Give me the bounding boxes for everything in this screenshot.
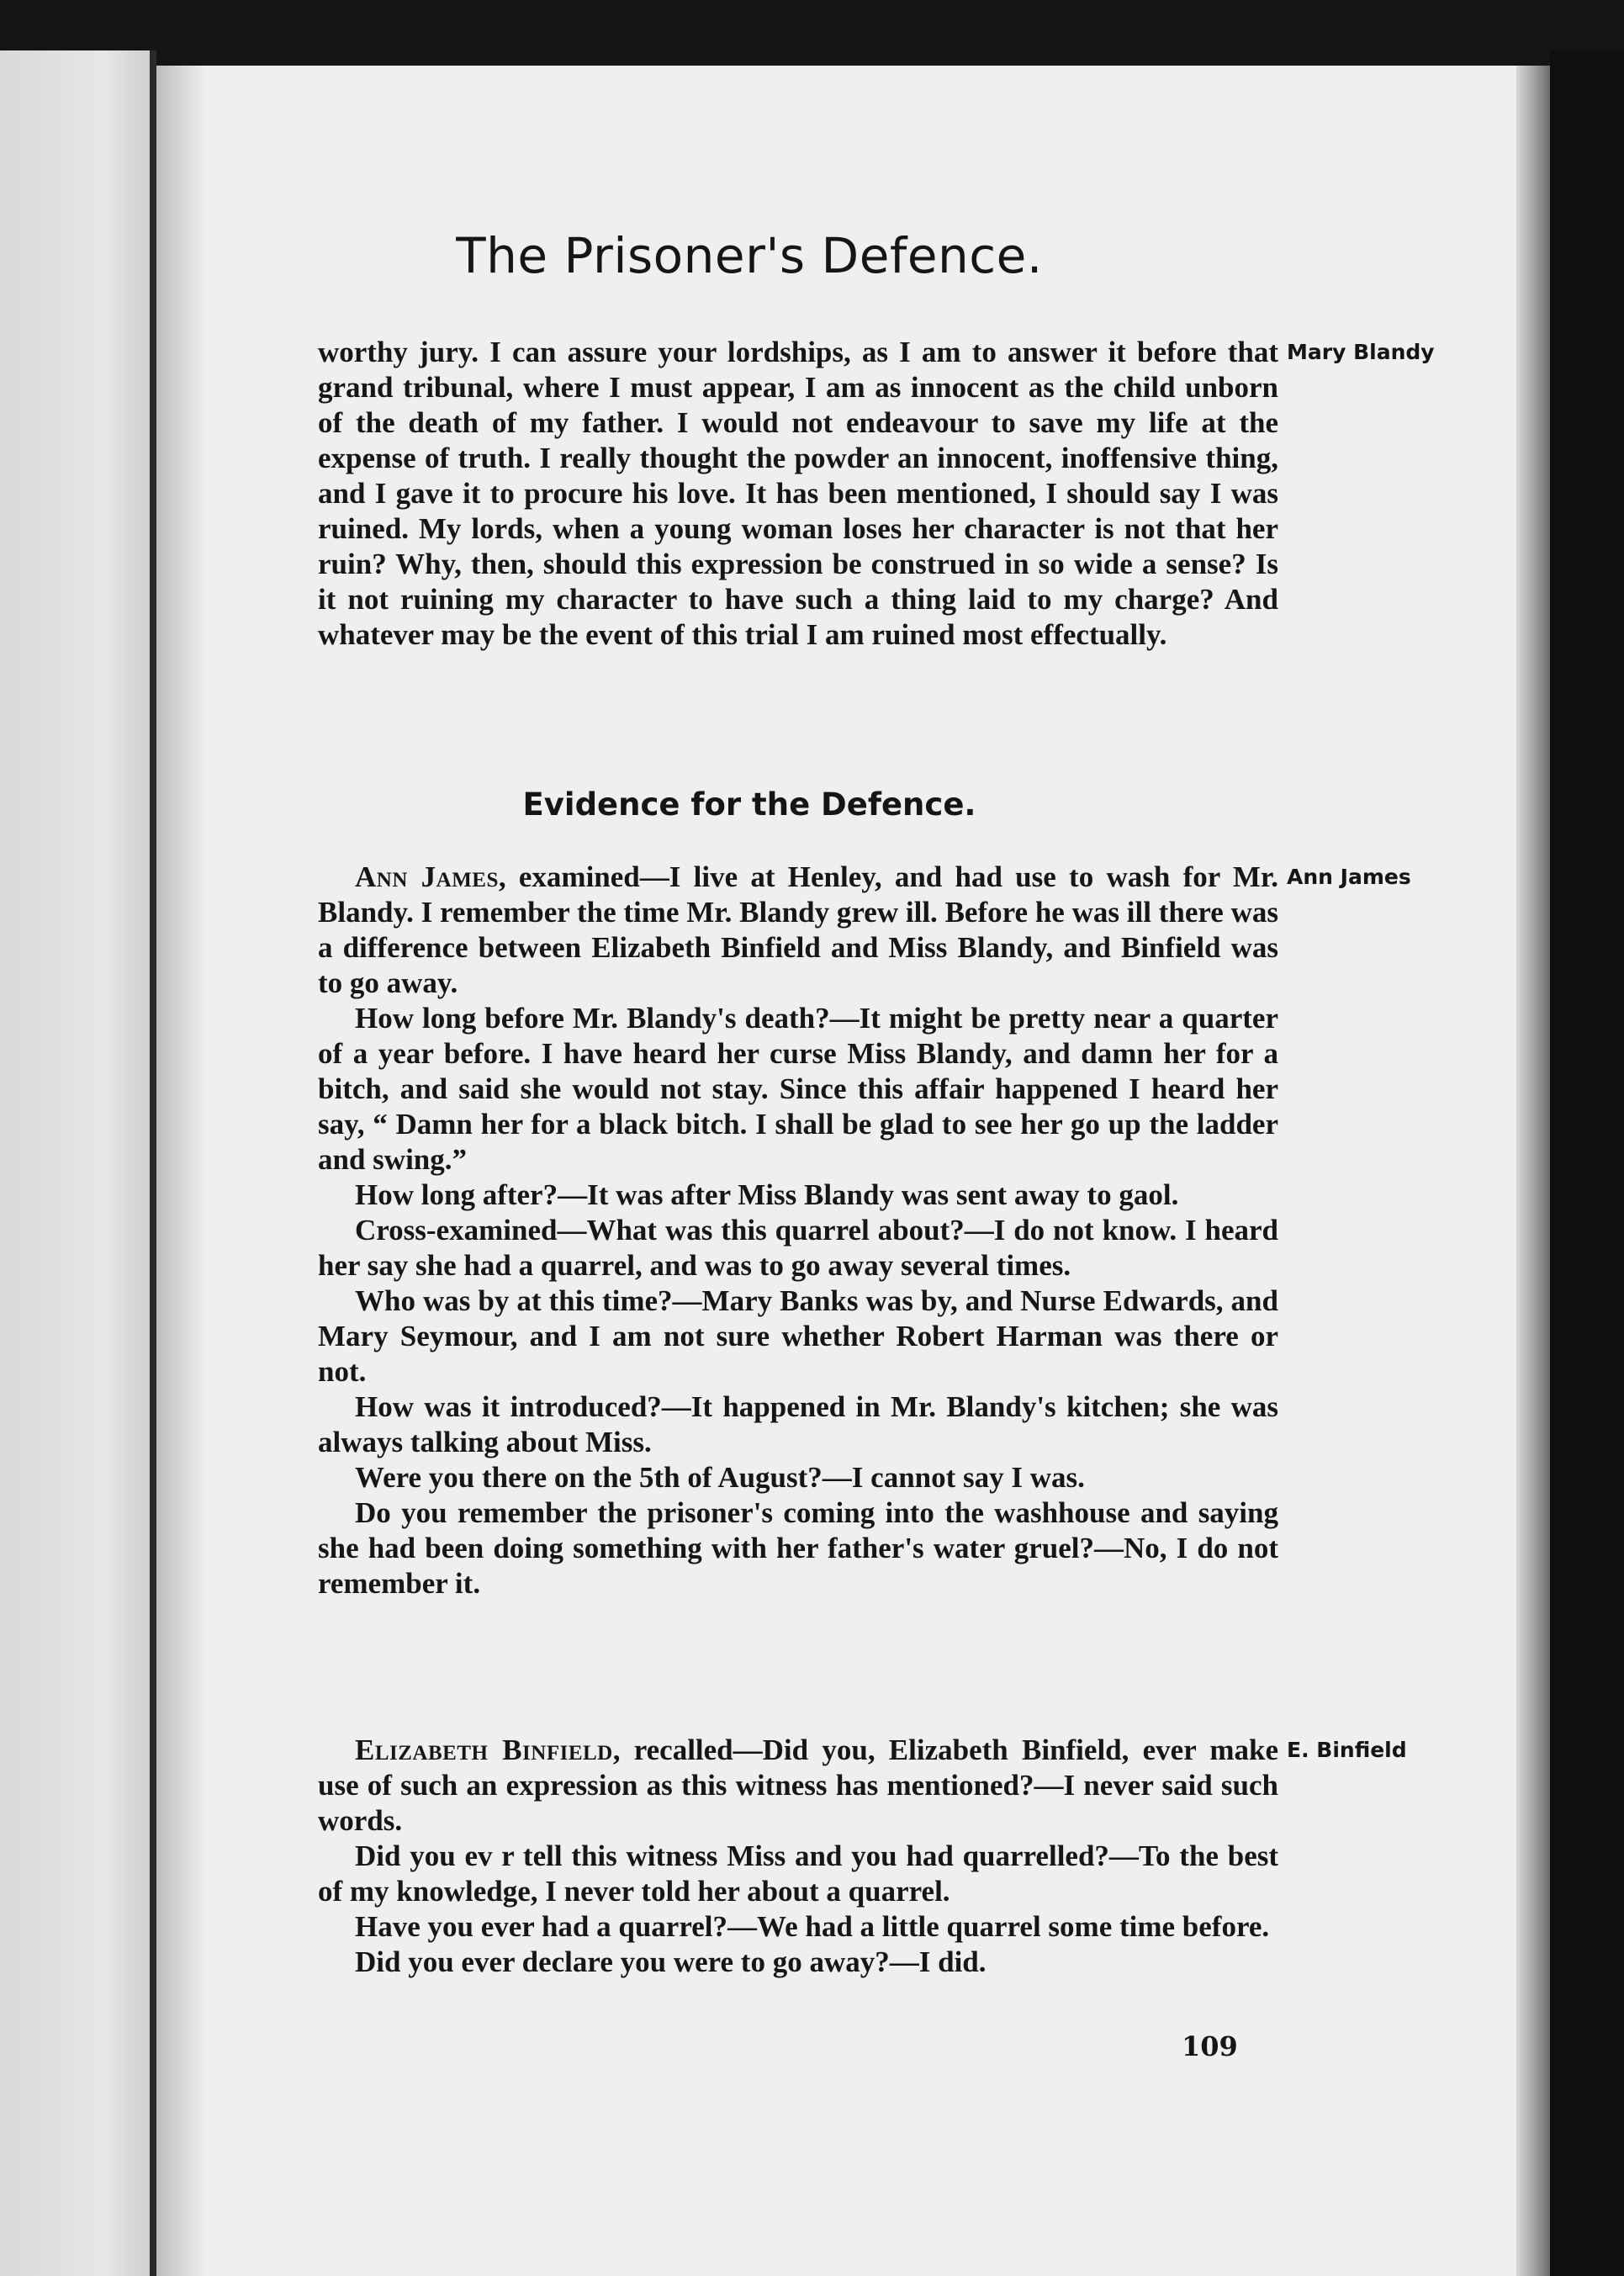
paragraph: Did you ever declare you were to go away?—I did.: [355, 1945, 987, 1978]
page-number: 109: [1182, 2030, 1238, 2062]
paragraph: Cross-examined—What was this quarrel about?—I do not know. I heard her say she had a quarrel, and was to go away several times.: [318, 1214, 1278, 1282]
speaker-name: Elizabeth Binfield: [355, 1733, 613, 1766]
paragraph: worthy jury. I can assure your lordships, as I am to answer it before that grand tribunal, where I must appear, I am as innocent as the child unborn of the death of my father. I would not endeavour to save my life at the expense of truth. I really thought the powder an innocent, inoffensive thing, and I gave it to procure his love. It has been mentioned, I should say I was ruined. My lords, when a young woman loses her character is not that her ruin? Why, then, should this expression be construed in so wide a sense? Is it not ruining my character to have such a thing laid to my charge? And whatever may be the event of this trial I am ruined most effectually.: [318, 336, 1278, 651]
scan-border-top: [0, 0, 1624, 67]
defence-statement: [318, 335, 1278, 653]
speaker-name: Ann James: [355, 860, 499, 893]
ann-james-testimony: [318, 860, 1278, 1601]
margin-note-ann-james: Ann James: [1287, 865, 1411, 889]
section-heading: Evidence for the Defence.: [522, 786, 976, 823]
page-shadow: [156, 66, 207, 2276]
paragraph: How was it introduced?—It happened in Mr. Blandy's kitchen; she was always talking about Miss.: [318, 1390, 1278, 1458]
scan-border-right: [1550, 50, 1624, 2276]
paragraph-text: , examined—I live at Henley, and had use to wash for Mr. Blandy. I remember the time Mr. Blandy grew ill. Before he was ill there was a difference between Elizabeth Binfield and Miss Blandy, and Binfield was to go away.: [318, 860, 1278, 999]
paragraph: How long before Mr. Blandy's death?—It might be pretty near a quarter of a year before. I have heard her curse Miss Blandy, and damn her for a bitch, and said she would not stay. Since this affair happened I heard her say, “ Damn her for a black bitch. I shall be glad to see her go up the ladder and swing.”: [318, 1002, 1278, 1176]
paragraph: [318, 860, 1278, 1001]
paragraph-text: , recalled—Did you, Elizabeth Binfield, ever make use of such an expression as this witness has mentioned?—I never said such words.: [318, 1733, 1278, 1837]
margin-note-e-binfield: E. Binfield: [1287, 1738, 1407, 1762]
paragraph: Were you there on the 5th of August?—I cannot say I was.: [355, 1461, 1085, 1494]
running-title: The Prisoner's Defence.: [456, 227, 1043, 284]
margin-note-mary-blandy: Mary Blandy: [1287, 340, 1435, 364]
binfield-testimony: [318, 1733, 1278, 1980]
paragraph: How long after?—It was after Miss Blandy was sent away to gaol.: [355, 1178, 1179, 1211]
previous-page-edge: [0, 50, 150, 2276]
paragraph: Have you ever had a quarrel?—We had a little quarrel some time before.: [355, 1910, 1270, 1943]
paragraph: Who was by at this time?—Mary Banks was by, and Nurse Edwards, and Mary Seymour, and I am not sure whether Robert Harman was there or not.: [318, 1284, 1278, 1388]
paragraph: Did you ev r tell this witness Miss and you had quarrelled?—To the best of my knowledge, I never told her about a quarrel.: [318, 1839, 1278, 1908]
page-gutter-rule: [150, 50, 156, 2276]
paragraph: Do you remember the prisoner's coming into the washhouse and saying she had been doing something with her father's water gruel?—No, I do not remember it.: [318, 1496, 1278, 1600]
paragraph: [318, 1733, 1278, 1839]
page-binding-edge: [1516, 66, 1550, 2276]
